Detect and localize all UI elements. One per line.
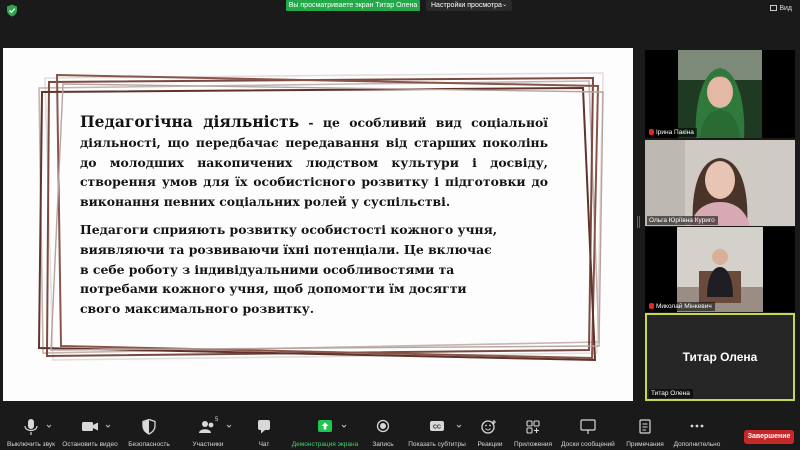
record-icon	[366, 418, 400, 436]
participant-tile[interactable]	[645, 227, 795, 312]
shared-screen-slide	[3, 48, 633, 401]
more-dots-icon	[672, 418, 722, 436]
muted-mic-icon	[649, 303, 654, 309]
apps-button[interactable]	[512, 413, 554, 450]
participant-name: Ірина Пакіна	[647, 128, 697, 137]
active-speaker-tile[interactable]	[645, 313, 795, 401]
view-options-label: Настройки просмотра	[431, 2, 502, 9]
meeting-toolbar	[0, 413, 800, 450]
more-label: Дополнительно	[673, 441, 721, 448]
grid-view-icon	[770, 5, 777, 11]
security-label: Безопасность	[128, 441, 170, 448]
whiteboards-button[interactable]	[558, 413, 618, 450]
shield-check-icon[interactable]	[6, 4, 18, 17]
microphone-icon	[3, 418, 59, 436]
view-button[interactable]	[770, 5, 792, 12]
definition-term: Педагогічна діяльність	[80, 112, 300, 131]
participant-name: Титар Олена	[649, 389, 693, 398]
participant-name: Ольга Юріївна Куриго	[647, 216, 718, 225]
notes-button[interactable]	[623, 413, 667, 450]
mute-button[interactable]	[3, 413, 59, 450]
more-button[interactable]	[672, 413, 722, 450]
chat-label: Чат	[258, 441, 270, 448]
record-button[interactable]	[366, 413, 400, 450]
view-label: Вид	[779, 5, 792, 12]
captions-button[interactable]	[405, 413, 469, 450]
paragraph-line: потребами кожного учня, щоб допомогти їм досягти	[80, 281, 467, 297]
participants-label: Участники	[192, 441, 224, 448]
definition-paragraph	[80, 112, 548, 212]
share-screen-button[interactable]	[290, 413, 360, 450]
definition-text: - це особливий вид соціальної діяльності, що передбачає передавання від старших поколінь до молодших накопичених людством культури і досвіду, створення умов для їх особистісного розвитку і підготовки до виконання певних соціальних ролей у суспільстві.	[80, 115, 548, 210]
shield-icon	[125, 418, 173, 436]
reactions-button[interactable]	[473, 413, 507, 450]
apps-label: Приложения	[513, 441, 553, 448]
participants-count: 5	[215, 417, 219, 423]
participant-video	[678, 50, 762, 138]
participants-button[interactable]	[180, 413, 236, 450]
notes-label: Примечания	[626, 441, 664, 448]
paragraph-line: свого максимального розвитку.	[80, 301, 315, 317]
smiley-plus-icon	[473, 418, 507, 436]
slide-text	[80, 112, 548, 319]
participant-video	[677, 227, 763, 312]
share-screen-icon	[290, 418, 360, 436]
mute-label: Выключить звук	[6, 441, 56, 448]
participant-display-name: Титар Олена	[682, 350, 758, 364]
participant-tile[interactable]	[645, 140, 795, 226]
paragraph-line: Педагоги сприяють розвитку особистості кожного учня,	[80, 221, 498, 237]
participant-video	[645, 140, 795, 226]
stop-video-label: Остановить видео	[62, 441, 118, 448]
security-button[interactable]	[125, 413, 173, 450]
participant-tile[interactable]	[645, 50, 795, 138]
captions-label: Показать субтитры	[408, 441, 466, 448]
captions-icon	[405, 418, 469, 436]
end-meeting-button[interactable]: Завершение	[744, 430, 794, 444]
share-screen-label: Демонстрация экрана	[291, 441, 359, 448]
participants-icon	[180, 418, 236, 436]
video-camera-icon	[60, 418, 120, 436]
participant-name: Миколай Мінкевич	[647, 302, 715, 311]
chat-button[interactable]	[246, 413, 282, 450]
notes-icon	[623, 418, 667, 436]
screen-share-banner: Вы просматриваете экран Титар Олена	[286, 0, 420, 11]
whiteboard-icon	[558, 418, 618, 436]
chevron-down-icon: ⌄	[501, 2, 507, 8]
paragraph-line: в себе роботу з індивідуальними особливостями та	[80, 261, 455, 277]
reactions-label: Реакции	[477, 441, 503, 448]
record-label: Запись	[372, 441, 394, 448]
muted-mic-icon	[649, 129, 654, 135]
top-bar	[0, 0, 800, 22]
view-options-button[interactable]	[426, 0, 512, 11]
teachers-paragraph	[80, 220, 548, 319]
whiteboards-label: Доски сообщений	[561, 441, 615, 448]
stop-video-button[interactable]	[60, 413, 120, 450]
apps-icon	[512, 418, 554, 436]
svg-text:CC: CC	[433, 424, 441, 431]
panel-resize-handle[interactable]	[637, 216, 640, 228]
paragraph-line: виявляючи та розвиваючи їхні потенціали. Це включає	[80, 241, 492, 257]
chat-bubble-icon	[246, 418, 282, 436]
